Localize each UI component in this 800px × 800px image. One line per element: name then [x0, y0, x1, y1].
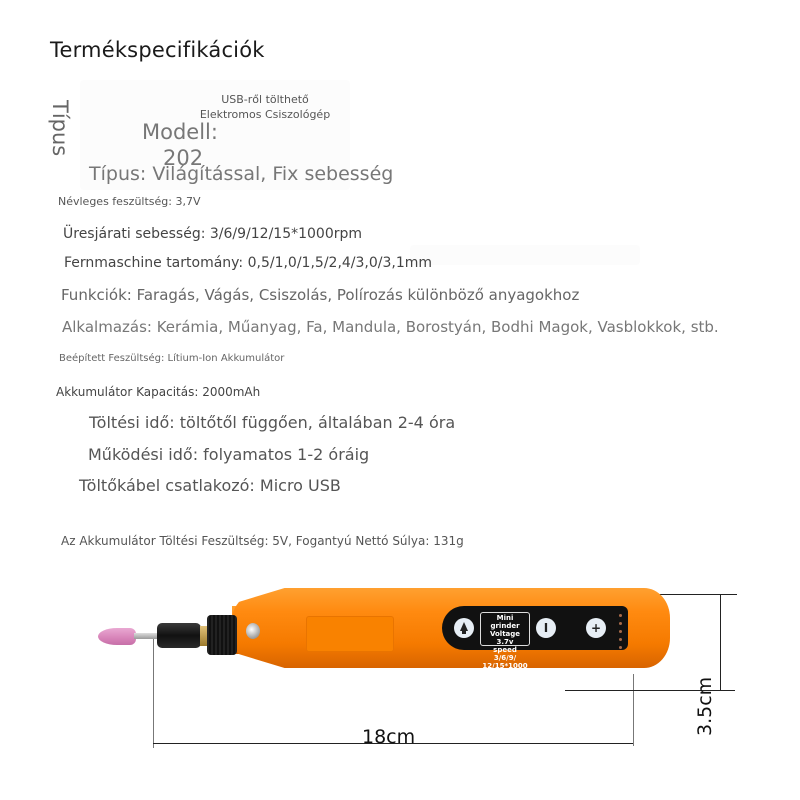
height-dimension-line [720, 595, 721, 691]
light-button [454, 618, 474, 638]
rotated-type-label: Típus [48, 100, 72, 157]
device-label-line: speed 3/6/9/ [493, 646, 517, 662]
spec-rated-voltage: Névleges feszültség: 3,7V [58, 195, 201, 208]
collet-chuck [157, 623, 201, 648]
speed-led [619, 630, 622, 633]
speed-led [619, 646, 622, 649]
spec-application: Alkalmazás: Kerámia, Műanyag, Fa, Mandula, Borostyán, Bodhi Magok, Vasblokkok, stb. [62, 318, 719, 336]
power-button: I [536, 618, 556, 638]
product-name-line2: Elektromos Csiszológép [199, 108, 331, 121]
model-number: 202 [163, 146, 204, 170]
product-name-line1: USB-ről tölthető [221, 93, 309, 106]
embossed-logo-area [306, 616, 394, 652]
speed-led [619, 638, 622, 641]
device-label-line: 12/15*1000 [482, 662, 528, 670]
spec-operating-time: Működési idő: folyamatos 1-2 óráig [88, 445, 370, 464]
device-label [480, 612, 530, 670]
grinder-nose-ring [207, 615, 237, 655]
product-name [190, 92, 340, 122]
device-label-line: Mini grinder [490, 614, 520, 630]
spec-charging-voltage-weight: Az Akkumulátor Töltési Feszültség: 5V, Fogantyú Nettó Súlya: 131g [61, 534, 464, 548]
control-panel [442, 606, 628, 650]
type-line: Típus: Világítással, Fix sebesség [89, 163, 394, 185]
length-dimension-label: 18cm [362, 726, 416, 748]
device-label-line: Voltage 3.7v [489, 630, 521, 646]
speed-led [619, 622, 622, 625]
spec-charging-time: Töltési idő: töltőtől függően, általában 2-4 óra [89, 413, 456, 432]
grinding-bit [98, 628, 136, 645]
spec-functions: Funkciók: Faragás, Vágás, Csiszolás, Polírozás különböző anyagokhoz [61, 286, 580, 304]
product-illustration [0, 560, 800, 800]
bit-shaft [134, 633, 158, 639]
page-title: Termékspecifikációk [50, 38, 265, 62]
background-patch [410, 245, 640, 265]
dimension-tick-right [633, 674, 634, 746]
dimension-tick-left [153, 638, 154, 748]
spec-battery-capacity: Akkumulátor Kapacitás: 2000mAh [56, 385, 261, 399]
spec-collet-range: Fernmaschine tartomány: 0,5/1,0/1,5/2,4/3,0/3,1mm [64, 255, 433, 271]
spec-no-load-speed: Üresjárati sebesség: 3/6/9/12/15*1000rpm [63, 226, 363, 242]
shaft-lock-button [246, 623, 260, 639]
speed-led [619, 614, 622, 617]
spec-built-in-battery: Beépített Feszültség: Lítium-Ion Akkumulátor [59, 353, 285, 364]
spec-charging-connector: Töltőkábel csatlakozó: Micro USB [79, 476, 341, 495]
height-dimension-text: 3.5cm [694, 676, 716, 736]
speed-plus-button: + [586, 618, 606, 638]
model-label: Modell: [142, 120, 218, 144]
height-dimension-label [694, 601, 716, 736]
light-bulb-icon [458, 621, 470, 635]
